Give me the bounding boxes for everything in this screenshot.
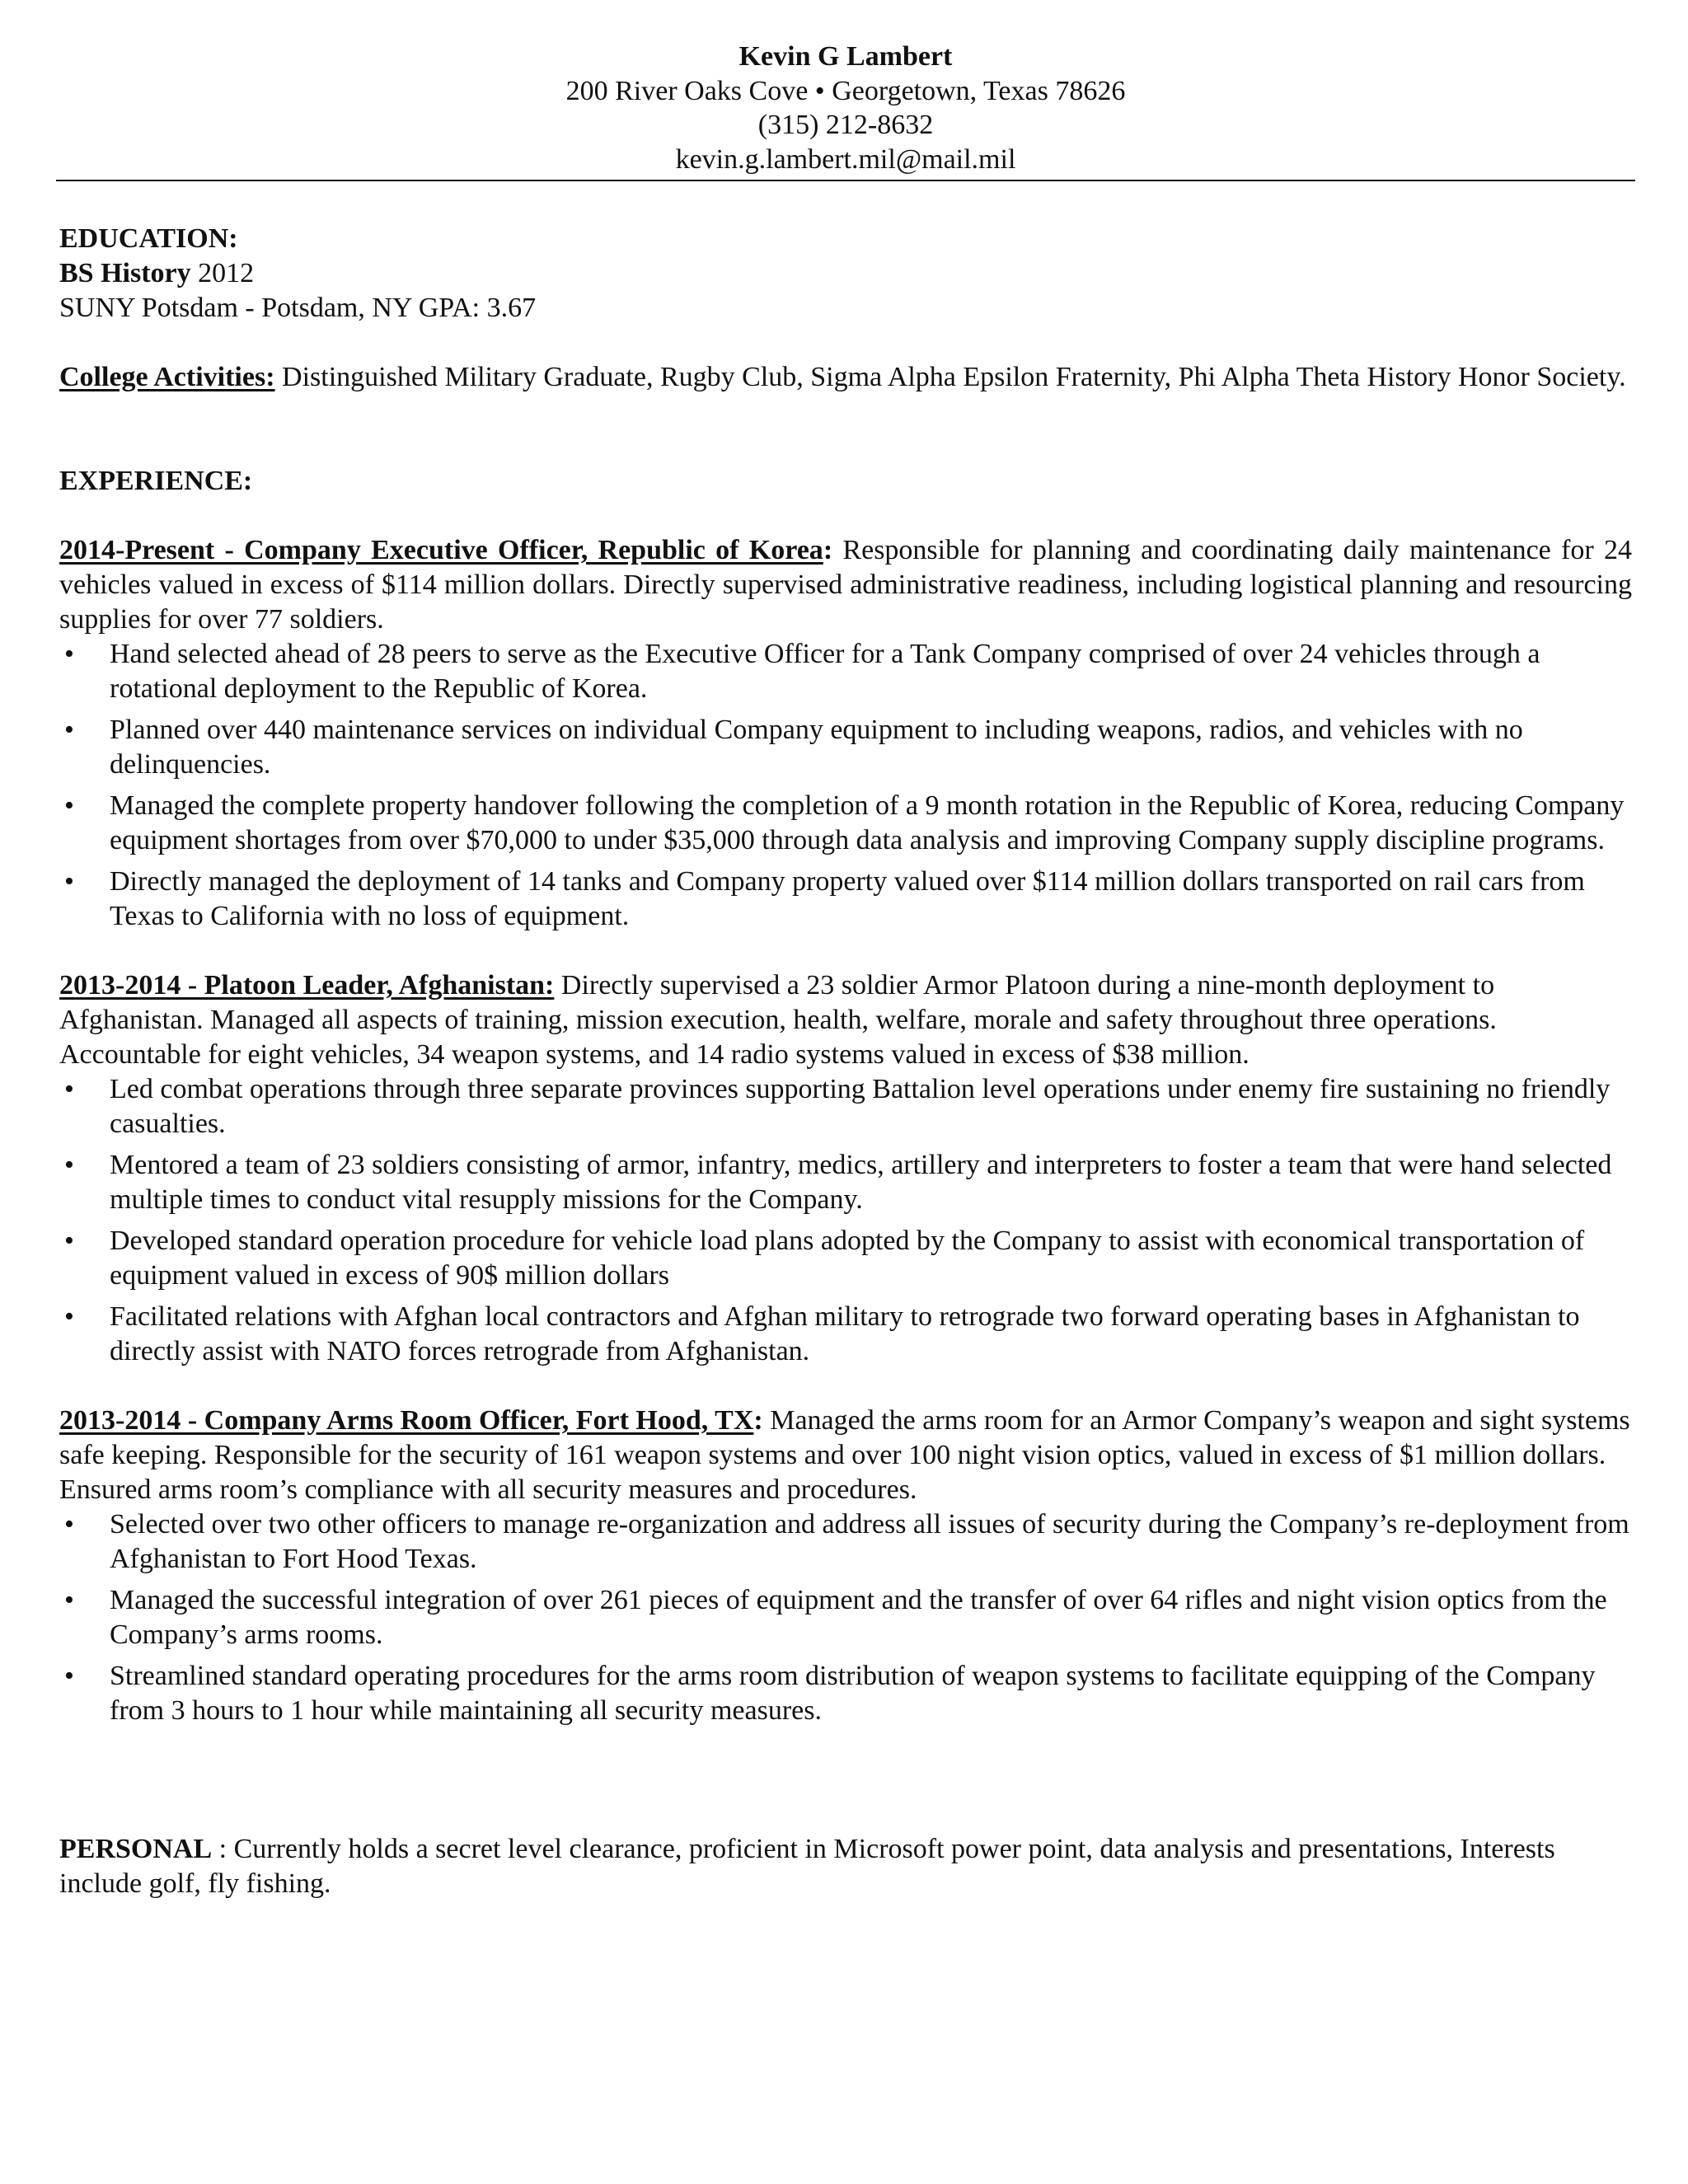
personal-label: PERSONAL [59, 1834, 213, 1864]
job-summary-text: Directly supervised a 23 soldier Armor Platoon during a nine-month deployment to Afghanistan. Managed all aspects of training, mission execution, health, welfare, morale and safety throughout three operations. Accountable for eight vehicles, 34 weapon systems, and 14 radio systems valued in excess of $38 million. [59, 970, 1497, 1070]
personal-text: : Currently holds a secret level clearance, proficient in Microsoft power point, data analysis and presentations, Interests include golf, fly fishing. [59, 1834, 1555, 1899]
bullet-item [59, 1072, 1632, 1141]
bullet-item [59, 1507, 1632, 1577]
bullet-text: Planned over 440 maintenance services on individual Company equipment to including weapons, radios, and vehicles with no delinquencies. [110, 715, 1523, 780]
job-heading: 2013-2014 - Platoon Leader, Afghanistan: [59, 970, 555, 1001]
bullet-item [59, 1148, 1632, 1217]
personal-section [59, 1832, 1632, 1901]
job-entry [59, 533, 1632, 934]
job-summary-text: Responsible for planning and coordinating daily maintenance for 24 vehicles valued in excess of $114 million dollars. Directly supervised administrative readiness, including logistical planning and resourcing supplies for over 77 soldiers. [59, 535, 1632, 635]
bullet-item [59, 865, 1632, 934]
activities-text: Distinguished Military Graduate, Rugby Club, Sigma Alpha Epsilon Fraternity, Phi Alpha Theta History Honor Society. [274, 362, 1626, 392]
bullet-icon: • [64, 1301, 74, 1332]
job-heading: 2014-Present - Company Executive Officer, Republic of Korea [59, 535, 823, 565]
bullet-text: Mentored a team of 23 soldiers consisting of armor, infantry, medics, artillery and interpreters to foster a team that were hand selected multiple times to conduct vital resupply missions for the Company. [110, 1150, 1612, 1215]
bullet-item [59, 713, 1632, 782]
bullet-item [59, 1224, 1632, 1293]
job-summary-text: Managed the arms room for an Armor Company’s weapon and sight systems safe keeping. Responsible for the security of 161 weapon systems and over 100 night vision optics, valued in excess of $1 million dollars. Ensured arms room’s compliance with all security measures and procedures. [59, 1405, 1630, 1505]
college-activities [59, 360, 1632, 395]
education-section [59, 222, 1632, 395]
applicant-address: 200 River Oaks Cove • Georgetown, Texas 78626 [565, 75, 1126, 106]
job-bullets [59, 637, 1632, 934]
job-summary [59, 1404, 1632, 1507]
resume-header [59, 40, 1632, 176]
education-title: EDUCATION: [59, 223, 238, 254]
bullet-text: Managed the complete property handover following the completion of a 9 month rotation in the Republic of Korea, reducing Company equipment shortages from over $70,000 to under $35,000 through data analysis and improving Company supply discipline programs. [110, 790, 1625, 855]
job-summary [59, 968, 1632, 1072]
experience-title: EXPERIENCE: [59, 466, 253, 496]
applicant-phone: (315) 212-8632 [757, 110, 934, 140]
bullet-item [59, 1659, 1632, 1728]
bullet-icon: • [64, 1661, 74, 1691]
bullet-item [59, 637, 1632, 706]
job-entry [59, 968, 1632, 1369]
bullet-icon: • [64, 1226, 74, 1256]
job-heading: 2013-2014 - Company Arms Room Officer, Fort Hood, TX [59, 1405, 754, 1436]
job-heading-colon: : [753, 1405, 763, 1436]
bullet-item [59, 789, 1632, 858]
job-bullets [59, 1072, 1632, 1369]
bullet-text: Selected over two other officers to manage re-organization and address all issues of security during the Company’s re-deployment from Afghanistan to Fort Hood Texas. [110, 1509, 1629, 1574]
resume-page [59, 40, 1632, 1901]
bullet-icon: • [64, 866, 74, 897]
bullet-text: Led combat operations through three separate provinces supporting Battalion level operations under enemy fire sustaining no friendly casualties. [110, 1074, 1611, 1139]
bullet-icon: • [64, 790, 74, 821]
bullet-icon: • [64, 1074, 74, 1104]
bullet-icon: • [64, 1509, 74, 1540]
degree-line [59, 256, 1632, 291]
bullet-text: Managed the successful integration of over 261 pieces of equipment and the transfer of over 64 rifles and night vision optics from the Company’s arms rooms. [110, 1585, 1607, 1650]
degree-name: BS History [59, 258, 191, 288]
bullet-icon: • [64, 1585, 74, 1615]
bullet-icon: • [64, 715, 74, 745]
school-line: SUNY Potsdam - Potsdam, NY GPA: 3.67 [59, 293, 537, 323]
job-heading-colon: : [823, 535, 833, 565]
bullet-icon: • [64, 1150, 74, 1180]
bullet-text: Directly managed the deployment of 14 tanks and Company property valued over $114 million dollars transported on rail cars from Texas to California with no loss of equipment. [110, 866, 1585, 931]
bullet-item [59, 1583, 1632, 1652]
degree-year: 2012 [190, 258, 255, 288]
bullet-text: Streamlined standard operating procedures for the arms room distribution of weapon systems to facilitate equipping of the Company from 3 hours to 1 hour while maintaining all security measures. [110, 1661, 1596, 1726]
activities-label: College Activities: [59, 362, 275, 392]
applicant-email: kevin.g.lambert.mil@mail.mil [675, 143, 1016, 175]
experience-section [59, 464, 1632, 1728]
bullet-text: Facilitated relations with Afghan local contractors and Afghan military to retrograde two forward operating bases in Afghanistan to directly assist with NATO forces retrograde from Afghanistan. [110, 1301, 1580, 1366]
bullet-item [59, 1300, 1632, 1369]
job-entry [59, 1404, 1632, 1728]
bullet-icon: • [64, 639, 74, 669]
bullet-text: Developed standard operation procedure for vehicle load plans adopted by the Company to assist with economical transportation of equipment valued in excess of 90$ million dollars [110, 1226, 1585, 1291]
applicant-name: Kevin G Lambert [738, 41, 953, 72]
job-bullets [59, 1507, 1632, 1728]
job-summary [59, 533, 1632, 637]
bullet-text: Hand selected ahead of 28 peers to serve as the Executive Officer for a Tank Company comprised of over 24 vehicles through a rotational deployment to the Republic of Korea. [110, 639, 1540, 704]
